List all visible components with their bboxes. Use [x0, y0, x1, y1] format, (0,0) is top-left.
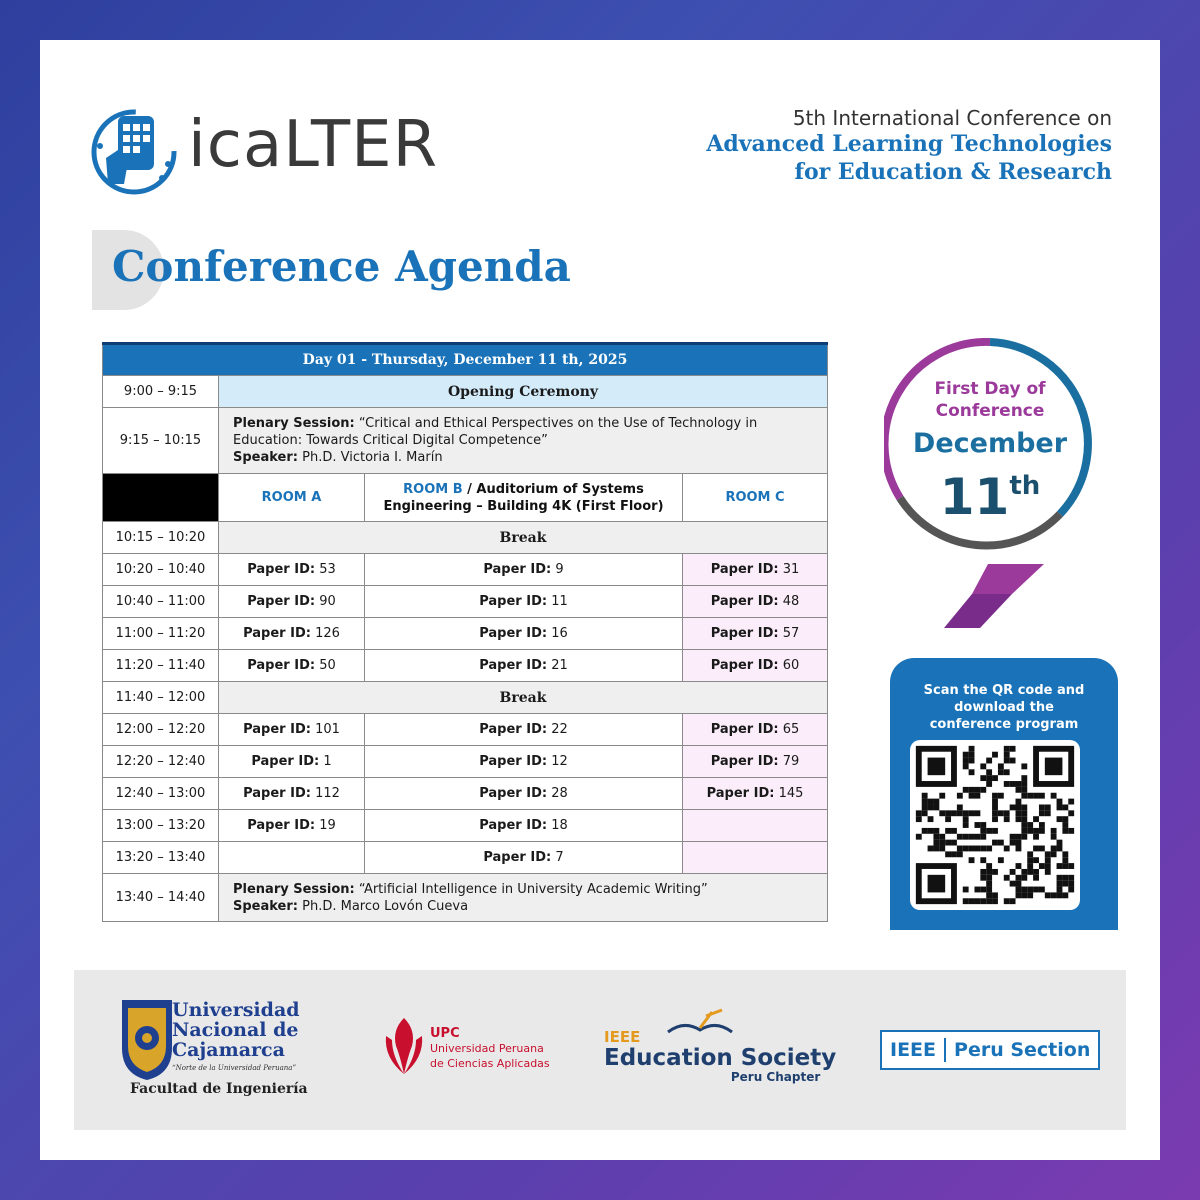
paper-cell-room-b: [365, 746, 683, 778]
paper-cell-room-b: [365, 810, 683, 842]
table-row: [103, 874, 828, 922]
paper-id-label: Paper ID:: [710, 722, 779, 737]
agenda-table: [102, 342, 828, 922]
sponsor-footer: [74, 970, 1126, 1130]
paper-id-value: 57: [782, 626, 800, 641]
qr-caption: [890, 682, 1118, 733]
paper-id-value: 1: [323, 754, 332, 769]
paper-id-label: Paper ID:: [710, 562, 779, 577]
table-row: [103, 746, 828, 778]
paper-cell-room-b: [365, 842, 683, 874]
paper-id-label: Paper ID:: [710, 658, 779, 673]
opening-ceremony: Opening Ceremony: [219, 376, 828, 408]
paper-id-label: Paper ID:: [251, 754, 320, 769]
paper-id-value: 60: [782, 658, 800, 673]
paper-cell-room-c: [683, 714, 828, 746]
time-cell: 12:40 – 13:00: [103, 778, 219, 810]
time-cell: 13:20 – 13:40: [103, 842, 219, 874]
paper-id-label: Paper ID:: [247, 818, 316, 833]
paper-id-value: 48: [782, 594, 800, 609]
paper-id-value: 101: [315, 722, 340, 737]
ieee-peru-section-logo: [880, 1030, 1100, 1070]
paper-id-label: Paper ID:: [710, 626, 779, 641]
paper-id-value: 16: [551, 626, 568, 641]
upc-short: UPC: [430, 1026, 460, 1041]
day-title: Day 01 - Thursday, December 11 th, 2025: [103, 344, 828, 376]
blank-header-cell: [103, 474, 219, 522]
unc-name-line3: Cajamarca: [172, 1039, 285, 1061]
paper-cell-room-c: [683, 650, 828, 682]
paper-cell-room-b: [365, 586, 683, 618]
paper-id-label: Paper ID:: [483, 562, 552, 577]
paper-id-label: Paper ID:: [479, 818, 548, 833]
paper-id-label: Paper ID:: [479, 626, 548, 641]
table-row: [103, 650, 828, 682]
qr-caption-line1: Scan the QR code and: [923, 683, 1085, 698]
paper-id-label: Paper ID:: [247, 562, 316, 577]
table-row: [103, 408, 828, 474]
paper-cell-room-a: [219, 810, 365, 842]
time-cell: 10:20 – 10:40: [103, 554, 219, 586]
paper-id-value: 7: [555, 850, 564, 865]
plenary-title: “Artificial Intelligence in University Academic Writing”: [354, 881, 708, 897]
page-title: Conference Agenda: [112, 242, 571, 291]
paper-id-label: Paper ID:: [483, 850, 552, 865]
room-b-label: ROOM B: [403, 481, 463, 497]
paper-cell-room-c: [683, 586, 828, 618]
paper-id-label: Paper ID:: [710, 594, 779, 609]
speaker-label: Speaker:: [233, 898, 298, 914]
paper-id-value: 28: [551, 786, 568, 801]
table-row: [103, 376, 828, 408]
conference-name-line2: for Education & Research: [794, 159, 1112, 185]
unc-motto: “Norte de la Universidad Peruana”: [172, 1064, 297, 1072]
paper-id-label: Paper ID:: [479, 722, 548, 737]
paper-cell-room-c: [683, 618, 828, 650]
time-cell: 12:20 – 12:40: [103, 746, 219, 778]
badge-line2: Conference: [935, 401, 1045, 421]
paper-cell-room-a: [219, 714, 365, 746]
table-row: [103, 842, 828, 874]
table-row: [103, 554, 828, 586]
paper-id-value: 145: [778, 786, 804, 801]
paper-id-value: 31: [782, 562, 800, 577]
upc-name-line1: Universidad Peruana: [430, 1042, 544, 1055]
time-cell: 9:00 – 9:15: [103, 376, 219, 408]
badge-day: [884, 459, 1096, 524]
paper-cell-room-a: [219, 746, 365, 778]
paper-cell-room-a: [219, 778, 365, 810]
paper-id-label: Paper ID:: [243, 786, 311, 801]
plenary-label: Plenary Session:: [233, 416, 355, 431]
ieee-es-label: IEEE: [604, 1028, 641, 1046]
table-row: [103, 618, 828, 650]
paper-cell-room-a: [219, 618, 365, 650]
ieee-es-chapter: Peru Chapter: [730, 1070, 821, 1084]
break-cell: Break: [219, 682, 828, 714]
table-row: [103, 714, 828, 746]
break-cell: Break: [219, 522, 828, 554]
room-a-header: ROOM A: [219, 474, 365, 522]
paper-id-value: 79: [782, 754, 800, 769]
paper-cell-room-b: [365, 554, 683, 586]
paper-id-value: 50: [319, 658, 336, 673]
paper-id-label: Paper ID:: [706, 786, 775, 801]
paper-cell-room-a: [219, 842, 365, 874]
tablet-hand-icon: [88, 106, 178, 196]
qr-code-icon: [910, 740, 1080, 910]
time-cell: 13:00 – 13:20: [103, 810, 219, 842]
time-cell: 11:00 – 11:20: [103, 618, 219, 650]
paper-cell-room-c: [683, 842, 828, 874]
speaker-name: Ph.D. Victoria I. Marín: [297, 450, 443, 465]
paper-cell-room-b: [365, 650, 683, 682]
plenary-session-2: [219, 874, 828, 922]
qr-card: [890, 658, 1118, 930]
day-header-row: [103, 344, 828, 376]
paper-id-label: Paper ID:: [710, 754, 779, 769]
ieee-education-society-logo: [604, 1028, 836, 1084]
icalter-logo: [88, 100, 508, 200]
upc-logo-icon: [382, 1016, 426, 1076]
table-row: [103, 522, 828, 554]
ieee-peru-divider: [944, 1038, 946, 1062]
qr-code[interactable]: [910, 740, 1080, 910]
paper-id-value: 22: [551, 722, 568, 737]
time-cell: 10:15 – 10:20: [103, 522, 219, 554]
qr-caption-line3: conference program: [929, 717, 1079, 732]
time-cell: 10:40 – 11:00: [103, 586, 219, 618]
paper-id-label: Paper ID:: [479, 786, 548, 801]
time-cell: 11:40 – 12:00: [103, 682, 219, 714]
paper-id-label: Paper ID:: [247, 658, 316, 673]
paper-id-label: Paper ID:: [243, 626, 311, 641]
room-b-location: / Auditorium of Systems Engineering – Building 4K (First Floor): [383, 481, 664, 514]
time-cell: 12:00 – 12:20: [103, 714, 219, 746]
paper-id-label: Paper ID:: [479, 594, 548, 609]
conference-title: [706, 106, 1112, 186]
paper-cell-room-c: [683, 746, 828, 778]
table-row: [103, 586, 828, 618]
paper-id-value: 65: [782, 722, 800, 737]
paper-id-value: 9: [555, 562, 564, 577]
time-cell: 13:40 – 14:40: [103, 874, 219, 922]
paper-id-value: 19: [319, 818, 336, 833]
ieee-es-name: Education Society: [604, 1045, 837, 1071]
paper-cell-room-b: [365, 714, 683, 746]
paper-cell-room-a: [219, 650, 365, 682]
paper-id-value: 112: [315, 786, 340, 801]
table-row: [103, 810, 828, 842]
speaker-label: Speaker:: [233, 450, 298, 465]
upc-name-line2: de Ciencias Aplicadas: [430, 1057, 550, 1070]
conference-edition: 5th International Conference on: [792, 106, 1112, 130]
paper-id-value: 12: [551, 754, 568, 769]
conference-name-line1: Advanced Learning Technologies: [706, 131, 1112, 157]
unc-name-line1: Universidad: [172, 999, 300, 1021]
plenary-label: Plenary Session:: [233, 881, 355, 897]
paper-id-value: 18: [551, 818, 568, 833]
paper-id-value: 53: [319, 562, 336, 577]
upc-name: [430, 1026, 550, 1071]
time-cell: 11:20 – 11:40: [103, 650, 219, 682]
paper-cell-room-c: [683, 810, 828, 842]
paper-cell-room-b: [365, 618, 683, 650]
speaker-name: Ph.D. Marco Lovón Cueva: [297, 898, 469, 914]
badge-day-number: 11: [939, 468, 1010, 526]
paper-cell-room-c: [683, 554, 828, 586]
unc-name: [172, 1000, 300, 1060]
poster-card: [40, 40, 1160, 1160]
unc-name-line2: Nacional de: [172, 1019, 299, 1041]
paper-id-label: Paper ID:: [243, 722, 311, 737]
badge-day-suffix: th: [1009, 471, 1041, 501]
paper-id-value: 90: [319, 594, 336, 609]
paper-id-label: Paper ID:: [479, 658, 548, 673]
ieee-peru-label: IEEE: [890, 1039, 937, 1061]
paper-id-value: 11: [551, 594, 568, 609]
paper-cell-room-b: [365, 778, 683, 810]
qr-caption-line2: download the: [954, 700, 1054, 715]
rooms-header-row: [103, 474, 828, 522]
badge-line1: First Day of: [934, 379, 1046, 399]
paper-id-label: Paper ID:: [247, 594, 316, 609]
badge-month: December: [912, 428, 1068, 459]
badge-text: [884, 378, 1096, 524]
paper-id-value: 21: [551, 658, 568, 673]
table-row: [103, 682, 828, 714]
ieee-peru-name: Peru Section: [954, 1039, 1091, 1061]
paper-cell-room-a: [219, 586, 365, 618]
unc-crest-icon: [118, 996, 176, 1082]
plenary-title: “Critical and Ethical Perspectives on the Use of Technology in Education: Towards Critical Digital Competence”: [233, 416, 758, 448]
paper-cell-room-a: [219, 554, 365, 586]
logo-text: icaLTER: [188, 108, 439, 182]
room-c-header: ROOM C: [683, 474, 828, 522]
paper-cell-room-c: [683, 778, 828, 810]
unc-faculty: Facultad de Ingeniería: [130, 1081, 308, 1097]
first-day-badge: [884, 338, 1108, 638]
table-row: [103, 778, 828, 810]
plenary-session-1: [219, 408, 828, 474]
paper-id-label: Paper ID:: [479, 754, 548, 769]
paper-id-value: 126: [315, 626, 340, 641]
room-b-header: [365, 474, 683, 522]
time-cell: 9:15 – 10:15: [103, 408, 219, 474]
